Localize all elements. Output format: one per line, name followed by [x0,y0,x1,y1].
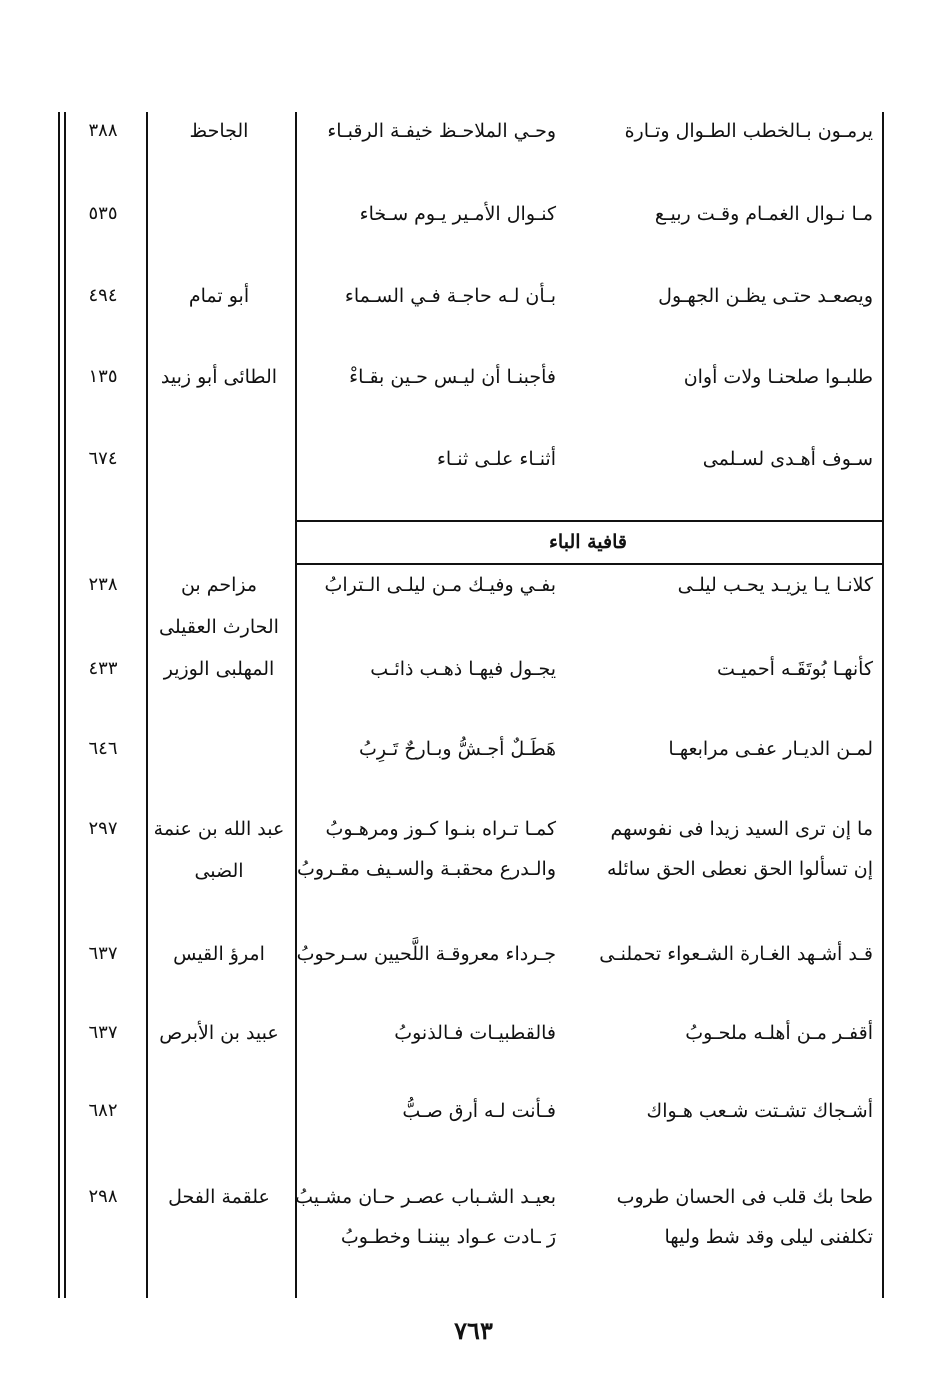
hemistich-first: ما إن ترى السيد زيدا فى نفوسهم [610,818,873,840]
page-reference: ٢٩٨ [88,1186,118,1207]
hemistich-first: إن تسألوا الحق نعطى الحق سائله [606,858,873,880]
hemistich-first: أقفـر مـن أهلـه ملحـوبُ [685,1022,873,1044]
page-reference: ٢٩٧ [88,818,118,839]
poet-name: الطائى أبو زبيد [160,366,278,388]
hemistich-first: يرمـون بـالخطب الطـوال وتـارة [624,120,873,142]
hemistich-second: يجـول فيهـا ذهـب ذائـب [370,658,556,680]
page-reference: ٣٨٨ [88,120,118,141]
poet-name: امرؤ القيس [173,943,265,965]
page-reference: ١٣٥ [88,366,118,387]
hemistich-second: بعيـد الشـباب عصـر حـان مشـيبُ [295,1186,556,1208]
poet-name: أبو تمام [188,285,250,307]
hemistich-first: كأنهـا بُوتَقَـه أحميـت [716,658,873,680]
page-reference: ٦٨٢ [88,1100,118,1121]
page-reference: ٦٣٧ [88,943,118,964]
hemistich-first: كلانـا يـا يزيـد يحـب ليلـى [677,574,873,596]
hemistich-first: تكلفنى ليلى وقد شط وليها [664,1226,873,1248]
page-reference: ٢٣٨ [88,574,118,595]
page-reference: ٤٩٤ [88,285,118,306]
hemistich-second: وحـي الملاحـظ خيفـة الرقبـاء [327,120,556,142]
frame-line-left-inner [64,112,66,1298]
hemistich-first: طلبـوا صلحنـا ولات أوان [683,366,873,388]
hemistich-second: كنـوال الأمـير يـوم سـخاء [359,203,556,225]
hemistich-first: ويصعـد حتـى يظـن الجهـول [658,285,873,307]
poet-name: مزاحم بن الحارث العقيلى [159,574,279,638]
poet-name: علقمة الفحل [168,1186,270,1208]
hemistich-first: أشـجاك تشـتت شـعب هـواك [646,1100,873,1122]
hemistich-first: لمـن الديـار عفـى مرابعهـا [668,738,873,760]
hemistich-second: بـأن لـه حاجـة فـي السـماء [344,285,556,307]
hemistich-second: فالقطبيـات فـالذنوبُ [394,1022,556,1044]
column-divider-poet-verse [295,112,297,1298]
page-reference: ٦٤٦ [88,738,118,759]
column-divider-page-poet [146,112,148,1298]
page-reference: ٤٣٣ [88,658,118,679]
hemistich-first: طحا بك قلب فى الحسان طروب [616,1186,873,1208]
page-reference: ٦٣٧ [88,1022,118,1043]
hemistich-second: كمـا تـراه بنـوا كـوز ومرهـوبُ [325,818,556,840]
hemistich-second: أثنـاء علـى ثنـاء [436,448,556,470]
hemistich-second: فـأنت لـه أرق صـبُّ [402,1100,556,1122]
hemistich-second: رَ ـادت عـواد بيننـا وخطـوبُ [340,1226,556,1248]
poet-name: عبيد بن الأبرص [159,1022,279,1044]
frame-line-left-outer [58,112,60,1298]
hemistich-second: جـرداء معروقـة اللَّحيين سـرحوبُ [296,943,556,965]
poet-name: المهلبى الوزير [163,658,275,680]
hemistich-second: فأجبنـا أن ليـس حـين بقـاءْ [349,366,556,388]
section-title: قافية الباء [548,531,627,553]
frame-line-right [882,112,884,1298]
hemistich-first: سـوف أهـدى لسـلمى [702,448,873,470]
hemistich-second: هَطَـلٌ أجـشُّ وبـارحٌ تَـرِبُ [359,738,556,760]
hemistich-second: بفـي وفيـك مـن ليلـى الـترابُ [324,574,556,596]
hemistich-first: قـد أشـهد الغـارة الشـعواء تحملنـى [599,943,873,965]
page-number: ٧٦٣ [454,1316,493,1345]
page-reference: ٥٣٥ [88,203,118,224]
section-bottom-rule [295,563,884,565]
hemistich-first: مـا نـوال الغمـام وقـت ربيـع [654,203,873,225]
poet-name: الجاحظ [189,120,249,142]
hemistich-second: والـدرع محقبـة والسـيف مقـروبُ [296,858,556,880]
page-reference: ٦٧٤ [88,448,118,469]
poet-name: عبد الله بن عنمة الضبى [153,818,285,882]
